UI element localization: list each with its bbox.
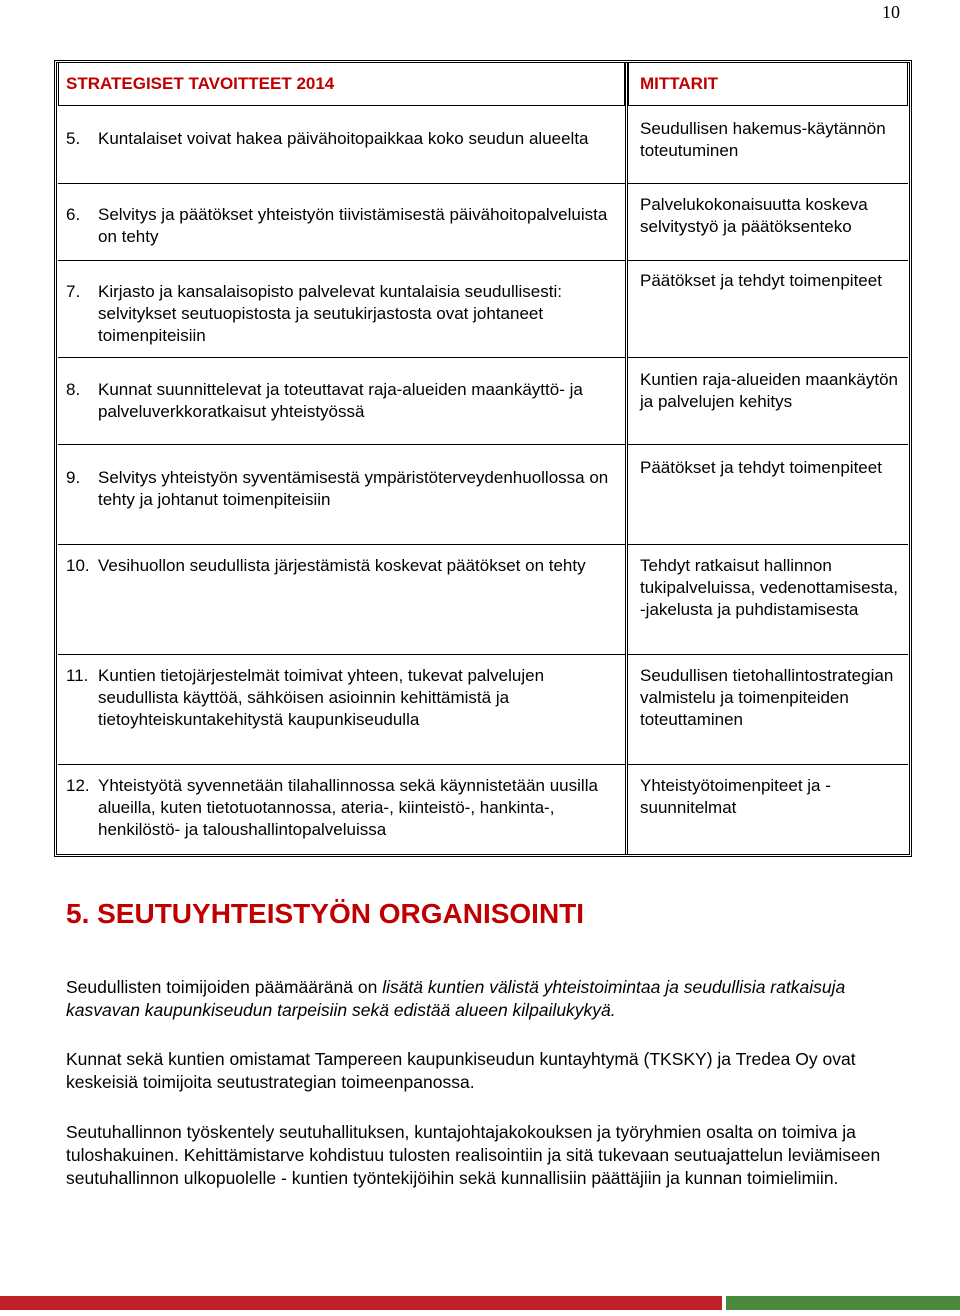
page-number: 10 [882,2,900,22]
row-divider [628,654,908,655]
goal-text: Selvitys yhteistyön syventämisestä ympäristöterveydenhuollossa on tehty ja johtanut toimenpiteisiin [98,468,609,509]
goal-text: Selvitys ja päätökset yhteistyön tiivistämisestä päivähoitopalveluista on tehty [98,205,608,246]
goal-number: 7. [66,282,81,301]
goal-8 [66,379,626,423]
paragraph-3: Seutuhallinnon työskentely seutuhallituksen, kuntajohtajakokouksen ja työryhmien osalta on toimiva ja tuloshakuinen. Kehittämistarve kohdistuu tulosten realisointiin ja sitä tukevaan seutuajattelun leviämiseen seutuhallinnon ulkopuolelle - kuntien työntekijöihin sekä kunnallisiin päättäjiin ja kunnan toimielimiin. [66,1122,881,1188]
metric-11: Seudullisen tietohallintostrategian valmistelu ja toimenpiteiden toteuttaminen [640,666,894,729]
goal-number: 11. [66,666,89,685]
row-divider [628,260,908,261]
goal-6 [66,204,626,248]
metric-12: Yhteistyötoimenpiteet ja -suunnitelmat [640,776,831,817]
row-divider [58,544,625,545]
row-divider [628,764,908,765]
goal-11 [66,665,626,731]
metric-10: Tehdyt ratkaisut hallinnon tukipalveluissa, vedenottamisesta, -jakelusta ja puhdistamisesta [640,556,898,619]
row-divider [58,183,625,184]
goal-number: 9. [66,468,81,487]
metric-7: Päätökset ja tehdyt toimenpiteet [640,271,882,290]
goal-text: Yhteistyötä syvennetään tilahallinnossa sekä käynnistetään uusilla alueilla, kuten tietotuotannossa, ateria-, kiinteistö-, hankinta-, henkilöstö- ja taloushallintopalveluissa [98,776,598,839]
goal-number: 8. [66,380,81,399]
goal-5 [66,128,626,150]
column-divider [625,62,628,855]
goal-text: Vesihuollon seudullista järjestämistä koskevat päätökset on tehty [98,556,586,575]
metric-8: Kuntien raja-alueiden maankäytön ja palvelujen kehitys [640,370,899,411]
paragraph-1 [66,976,906,1022]
metrics-header: MITTARIT [640,74,719,93]
goal-number: 5. [66,129,81,148]
row-divider [58,357,625,358]
goal-number: 12. [66,776,90,795]
goal-number: 6. [66,205,81,224]
goal-12 [66,775,626,841]
goal-number: 10. [66,556,90,575]
goal-7 [66,281,626,347]
goal-text: Kuntalaiset voivat hakea päivähoitopaikkaa koko seudun alueelta [98,129,589,148]
paragraph-1-plain: Seudullisten toimijoiden päämääränä on [66,977,383,997]
goal-9 [66,467,626,511]
goals-header: STRATEGISET TAVOITTEET 2014 [66,74,335,93]
paragraph-2: Kunnat sekä kuntien omistamat Tampereen kaupunkiseudun kuntayhtymä (TKSKY) ja Tredea Oy ovat keskeisiä toimijoita seutustrategian toimeenpanossa. [66,1049,856,1092]
row-divider [58,654,625,655]
row-divider [628,183,908,184]
goal-text: Kirjasto ja kansalaisopisto palvelevat kuntalaisia seudullisesti: selvitykset seutuopistosta ja seutukirjastosta ovat johtaneet toimenpiteisiin [98,282,562,345]
row-divider [628,357,908,358]
goal-text: Kuntien tietojärjestelmät toimivat yhteen, tukevat palvelujen seudullista käyttöä, sähköisen asioinnin kehittämistä ja tietoyhteiskuntakehitystä kaupunkiseudulla [98,666,545,729]
row-divider [58,764,625,765]
metric-6: Palvelukokonaisuutta koskeva selvitystyö ja päätöksenteko [640,195,868,236]
row-divider [58,444,625,445]
section-heading: 5. SEUTUYHTEISTYÖN ORGANISOINTI [66,898,585,929]
metric-9: Päätökset ja tehdyt toimenpiteet [640,458,882,477]
goal-text: Kunnat suunnittelevat ja toteuttavat raja-alueiden maankäyttö- ja palveluverkkoratkaisut yhteistyössä [98,380,583,421]
metric-5: Seudullisen hakemus-käytännön toteutuminen [640,119,886,160]
row-divider [628,544,908,545]
footer-red-segment [0,1296,722,1310]
footer-green-segment [726,1296,960,1310]
paragraph-1-italic: lisätä kuntien välistä yhteistoimintaa ja seudullisia ratkaisuja kasvavan kaupunkiseudun tarpeisiin sekä edistää alueen kilpailukykyä. [66,977,846,1020]
row-divider [58,260,625,261]
row-divider [628,444,908,445]
footer-color-bar [0,1296,960,1310]
goal-10 [66,555,626,577]
